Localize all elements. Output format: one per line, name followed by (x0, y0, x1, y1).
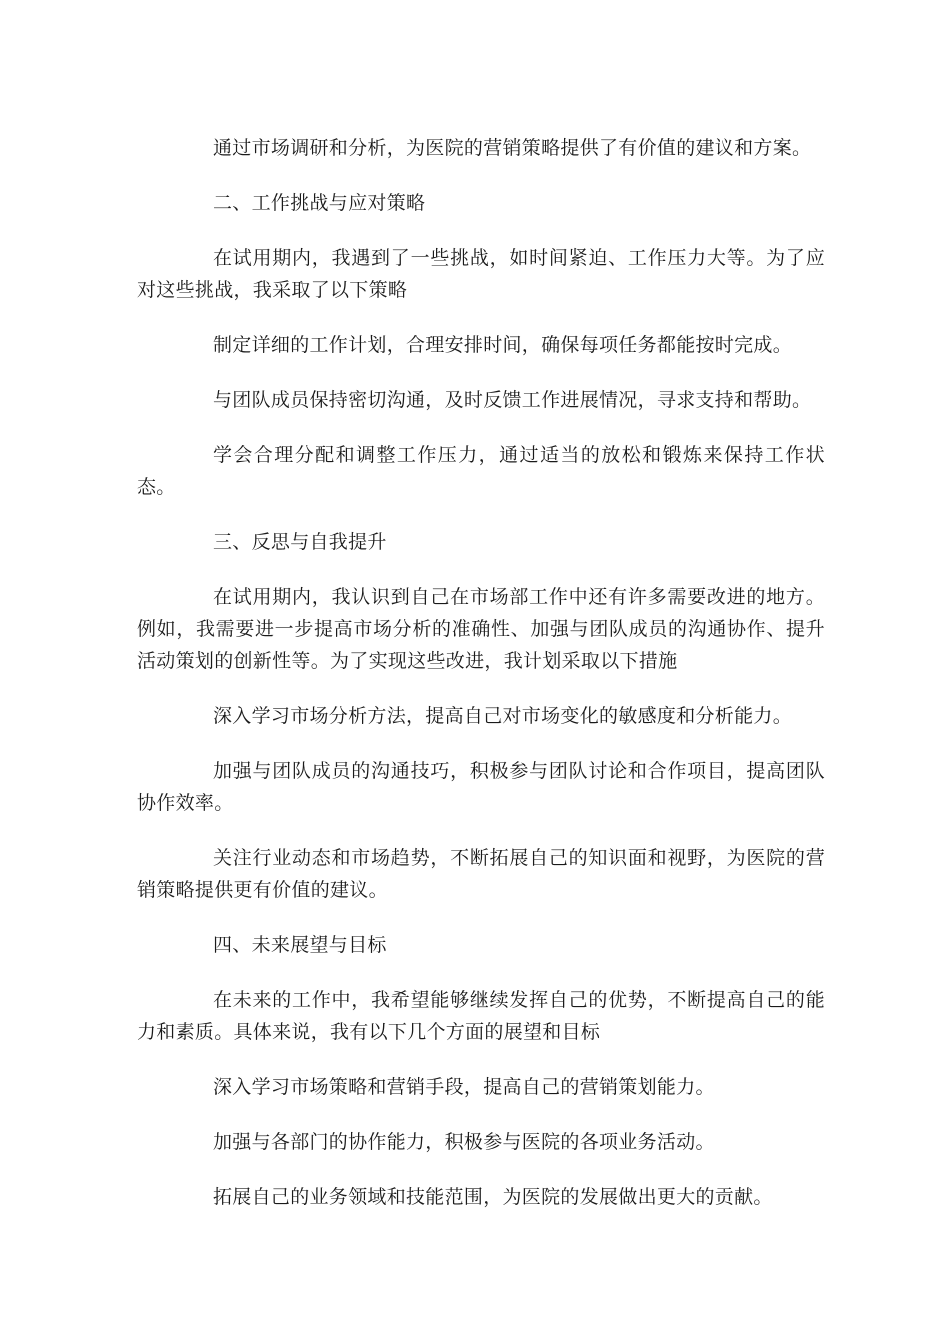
paragraph: 学会合理分配和调整工作压力，通过适当的放松和锻炼来保持工作状态。 (137, 444, 825, 498)
section-heading: 四、未来展望与目标 (213, 934, 387, 956)
paragraph: 深入学习市场分析方法，提高自己对市场变化的敏感度和分析能力。 (213, 705, 793, 727)
section-heading: 二、工作挑战与应对策略 (213, 192, 426, 214)
paragraph: 在试用期内，我认识到自己在市场部工作中还有许多需要改进的地方。例如，我需要进一步提高市场分析的准确性、加强与团队成员的沟通协作、提升活动策划的创新性等。为了实现这些改进，我计划采取以下措施 (137, 586, 825, 672)
paragraph: 加强与各部门的协作能力，积极参与医院的各项业务活动。 (213, 1131, 715, 1153)
paragraph: 深入学习市场策略和营销手段，提高自己的营销策划能力。 (213, 1076, 715, 1098)
paragraph: 拓展自己的业务领域和技能范围，为医院的发展做出更大的贡献。 (213, 1186, 773, 1208)
paragraph: 在未来的工作中，我希望能够继续发挥自己的优势，不断提高自己的能力和素质。具体来说，我有以下几个方面的展望和目标 (137, 989, 825, 1043)
paragraph: 通过市场调研和分析，为医院的营销策略提供了有价值的建议和方案。 (213, 137, 812, 159)
section-heading: 三、反思与自我提升 (213, 531, 387, 553)
paragraph: 与团队成员保持密切沟通，及时反馈工作进展情况，寻求支持和帮助。 (213, 389, 812, 411)
paragraph: 关注行业动态和市场趋势，不断拓展自己的知识面和视野，为医院的营销策略提供更有价值的建议。 (137, 847, 825, 901)
paragraph: 在试用期内，我遇到了一些挑战，如时间紧迫、工作压力大等。为了应对这些挑战，我采取了以下策略 (137, 247, 825, 301)
paragraph: 加强与团队成员的沟通技巧，积极参与团队讨论和合作项目，提高团队协作效率。 (137, 760, 825, 814)
paragraph: 制定详细的工作计划，合理安排时间，确保每项任务都能按时完成。 (213, 334, 793, 356)
document-body (137, 132, 825, 1236)
